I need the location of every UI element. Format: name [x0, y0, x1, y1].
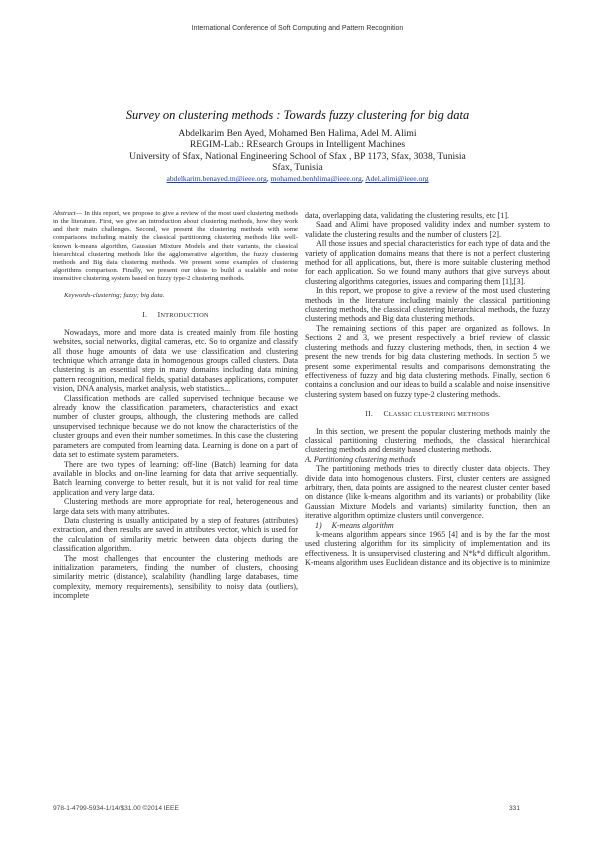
paper-title: Survey on clustering methods : Towards fuzzy clustering for big data [125, 108, 470, 122]
location: Sfax, Tunisia [272, 161, 323, 173]
paragraph: Nowadays, more and more data is created mainly from file hosting websites, social networks, digital cameras, etc. So to organize and classify all those huge amounts of data we use classification and clustering technique which arrange data in homogenous groups called clusters. Data clustering is an essential step in many domains including data mining pattern recognition, medical fields, spatial databases applications, computer vision, DNA analysis, market analysis, web statistics... [53, 327, 298, 394]
email-link[interactable]: mohamed.benhlima@ieee.org [270, 174, 362, 184]
author-block [0, 128, 595, 184]
paragraph: In this section, we present the popular clustering methods mainly the classical partitioning clustering methods, the classical hierarchical clustering methods and density based clustering methods. [305, 426, 550, 455]
right-column [305, 211, 550, 568]
abstract-text: — In this report, we propose to give a review of the most used clustering methods in the literature. First, we give an introduction about clustering methods, how they work and their main challenges. Second, we present the clustering methods with some comparisons including mainly the classical partitioning clustering methods like well-known k-means algorithm, Gaussian Mixture Models and their variants, the classical hierarchical clustering methods like the agglomerative algorithm, the fuzzy clustering methods and Big data clustering methods. We present some examples of clustering algorithms comparison. Finally, we present our ideas to build a scalable and noise insensitive clustering system based on fuzzy type-2 clustering methods. [53, 210, 298, 283]
conference-header: International Conference of Soft Computing and Pattern Recognition [191, 25, 404, 32]
paragraph: All those issues and special characteristics for each type of data and the variety of application domains means that there is not a perfect clustering method for all applications, but, there is more suitable clustering method for each application. So we found many authors that give surveys about clustering algorithms categories, issues and comparing them [1],[3]. [305, 239, 550, 286]
paragraph: data, overlapping data, validating the clustering results, etc [1]. [305, 211, 510, 220]
affiliation: University of Sfax, National Engineering School of Sfax , BP 1173, Sfax, 3038, Tunisia [129, 150, 466, 162]
subsection-heading: A. Partitioning clustering methods [305, 454, 416, 464]
footer-isbn: 978-1-4799-5934-1/14/$31.00 ©2014 IEEE [53, 805, 179, 812]
author-names: Abdelkarim Ben Ayed, Mohamed Ben Halima, Adel M. Alimi [178, 128, 417, 139]
subsubsection-heading: 1) K-means algorithm [315, 520, 394, 530]
paragraph: k-means algorithm appears since 1965 [4] and is by the far the most used clustering algorithm for its simplicity of implementation and its effectiveness. It is unsupervised clustering and N*k*d difficult algorithm. K-means algorithm uses Euclidean distance and its objective is to minimize [305, 530, 550, 568]
paragraph: Classification methods are called supervised technique because we already know the classification parameters, characteristics and exact number of cluster groups, although, the clustering methods are called unsupervised technique because we do not know the characteristics of the cluster groups and even their number sometimes. In this case the clustering parameters are computed from learning data. Learning is done on a part of data set to estimate system parameters. [53, 393, 298, 460]
keywords: Keywords-clustering; fuzzy; big data. [64, 292, 165, 300]
lab-name: REGIM-Lab.: REsearch Groups in Intelligent Machines [189, 139, 406, 151]
email-link[interactable]: abdelkarim.benayed.tn@ieee.org [166, 174, 267, 184]
paragraph: In this report, we propose to give a review of the most used clustering methods in the literature including mainly the classical partitioning clustering methods, the classical clustering hierarchical methods, the fuzzy clustering methods and Big data clustering methods. [305, 286, 550, 324]
paragraph: There are two types of learning: off-line (Batch) learning for data available in blocks and on-line learning for data that arrive sequentially. Batch learning converge to better result, but it is not valid for real time application and very large data. [53, 459, 298, 497]
paragraph: The remaining sections of this paper are organized as follows. In Sections 2 and 3, we present respectively a brief review of classic clustering methods and fuzzy clustering methods, then, in section 4 we present the new trends for big data clustering methods. In section 5 we present some experimental results and comparisons demonstrating the effectiveness of fuzzy and big data clustering methods. Finally, section 6 contains a conclusion and our ideas to build a scalable and noise insensitive clustering system based on fuzzy type-2 clustering methods. [305, 323, 550, 399]
abstract-label: Abstract [53, 210, 76, 217]
left-column [53, 210, 298, 601]
paragraph: The partitioning methods tries to directly cluster data objects. They divide data into homogenous clusters. First, cluster centers are assigned arbitrary, then, data points are assigned to the nearest cluster center based on distance (like k-means algorithm and its variants) or probability (like Gaussian Mixture Models and variants) similarity function, then an iterative algorithm optimize clusters until convergence. [305, 464, 550, 521]
email-link[interactable]: Adel.alimi@ieee.org [365, 174, 429, 184]
paragraph: Saad and Alimi have proposed validity index and number system to validate the clustering results and the number of clusters [2]. [305, 220, 550, 239]
paragraph: The most challenges that encounter the clustering methods are initialization parameters, finding the number of clusters, choosing similarity metric (distance), scalability (handling large databases, time complexity, memory requirements), sensibility to noisy data (outliers), incomplete [53, 553, 298, 601]
section-heading-classic-clustering: II. CLASSIC CLUSTERING METHODS [365, 409, 490, 419]
abstract [53, 210, 298, 283]
email-list: abdelkarim.benayed.tn@ieee.org, mohamed.benhlima@ieee.org, Adel.alimi@ieee.org [166, 174, 429, 184]
section-heading-introduction: I. INTRODUCTION [142, 310, 209, 320]
paragraph: Clustering methods are more appropriate for real, heterogeneous and large data sets with many attributes. [53, 497, 298, 516]
page-number: 331 [509, 805, 521, 812]
paragraph: Data clustering is usually anticipated by a step of features (attributes) extraction, and then results are saved in attributes vector, which is used for the calculation of similarity metric between data objects during the classification algorithm. [53, 515, 298, 554]
